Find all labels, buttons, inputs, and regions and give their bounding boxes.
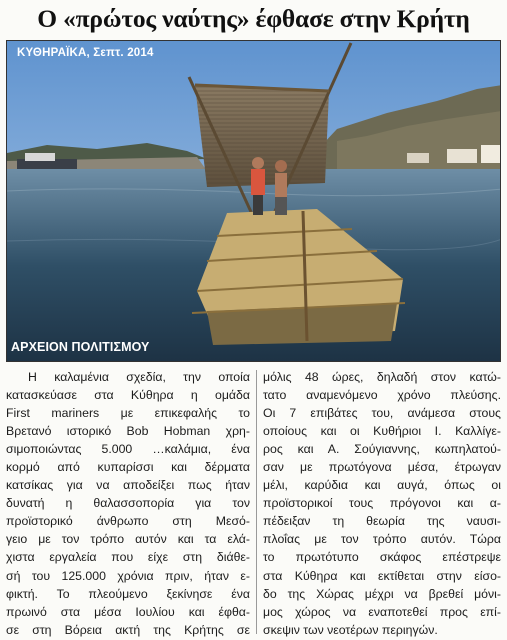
text-line: δυνατή η θαλασσοπορία για τον <box>6 496 250 511</box>
column-divider <box>256 370 257 634</box>
text-line: σαν με πρωτόγονα μέσα, έτρωγαν <box>263 460 501 475</box>
text-line: δο της Χώρας μέχρι να βρεθεί μόνι- <box>263 586 501 601</box>
text-line: πέδειξαν τη θεωρία της ναυσι- <box>263 514 501 529</box>
photo-credit-bottom: ΑΡΧΕΙΟΝ ΠΟΛΙΤΙΣΜΟΥ <box>11 340 150 354</box>
reed-raft-photo <box>7 41 501 362</box>
text-line: κατασκεύασε στα Κύθηρα η ομάδα <box>6 388 250 403</box>
text-line: Βρετανό ιστορικό Bob Hobman χρη- <box>6 424 250 439</box>
text-line: τατο αναμενόμενο χρόνο πλεύσης. <box>263 388 501 403</box>
text-line: χιστα εργαλεία που είχε στη διάθε- <box>6 550 250 565</box>
left-column <box>6 368 250 639</box>
text-line: οποίους και οι Κυθήριοι Ι. Καλλίγε- <box>263 424 501 439</box>
text-line: Οι 7 επιβάτες του, ανάμεσα στους <box>263 406 501 421</box>
text-line: το πρωτότυπο σκάφος επέστρεψε <box>263 550 501 565</box>
text-line: σε στη Βόρεια ακτή της Κρήτης σε <box>6 622 250 637</box>
article-photo <box>6 40 501 362</box>
text-line: ρος και Α. Σούγιαννης, κωπηλατού- <box>263 442 501 457</box>
text-line: μος χώρος να εναποτεθεί προς επί- <box>263 604 501 619</box>
text-line: μόλις 48 ώρες, δηλαδή στον κατώ- <box>263 370 501 384</box>
text-line: σιμοποιώντας 5.000 …καλάμια, ένα <box>6 442 250 457</box>
text-line: κατσίκας για να αποδείξει πως ήταν <box>6 478 250 493</box>
text-line: First mariners με επικεφαλής το <box>6 406 250 421</box>
text-line: πρωινό στα μέσα Ιουλίου και έφθα- <box>6 604 250 619</box>
text-line: στα Κύθηρα και εκτίθεται στην είσο- <box>263 568 501 583</box>
photo-credit-top: ΚΥΘΗΡΑΪΚΑ, Σεπτ. 2014 <box>17 47 154 59</box>
text-line: σή του 125.000 χρόνια πριν, ήταν ε- <box>6 568 250 583</box>
text-line: φικτή. Το πλεούμενο ξεκίνησε ένα <box>6 586 250 601</box>
right-column <box>263 368 501 639</box>
text-line: πλοΐας με τον τρόπο αυτόν. Τώρα <box>263 532 501 547</box>
article-headline: Ο «πρώτος ναύτης» έφθασε στην Κρήτη <box>37 4 470 33</box>
text-line: προϊστορικοί τους πρόγονοι και α- <box>263 496 501 511</box>
text-line: προϊστορικό άνθρωπο στη Μεσό- <box>6 514 250 529</box>
text-line: σκεψιν των νεοτέρων περιηγών. <box>263 622 438 637</box>
text-line: μέλι, καρύδια και αυγά, όπως οι <box>263 478 501 493</box>
text-line: κορμό από κυπαρίσσι και δέρματα <box>6 460 250 475</box>
text-line: Η καλαμένια σχεδία, την οποία <box>28 370 250 384</box>
text-line: γειο με τον τρόπο αυτόν και τα ελά- <box>6 532 250 547</box>
